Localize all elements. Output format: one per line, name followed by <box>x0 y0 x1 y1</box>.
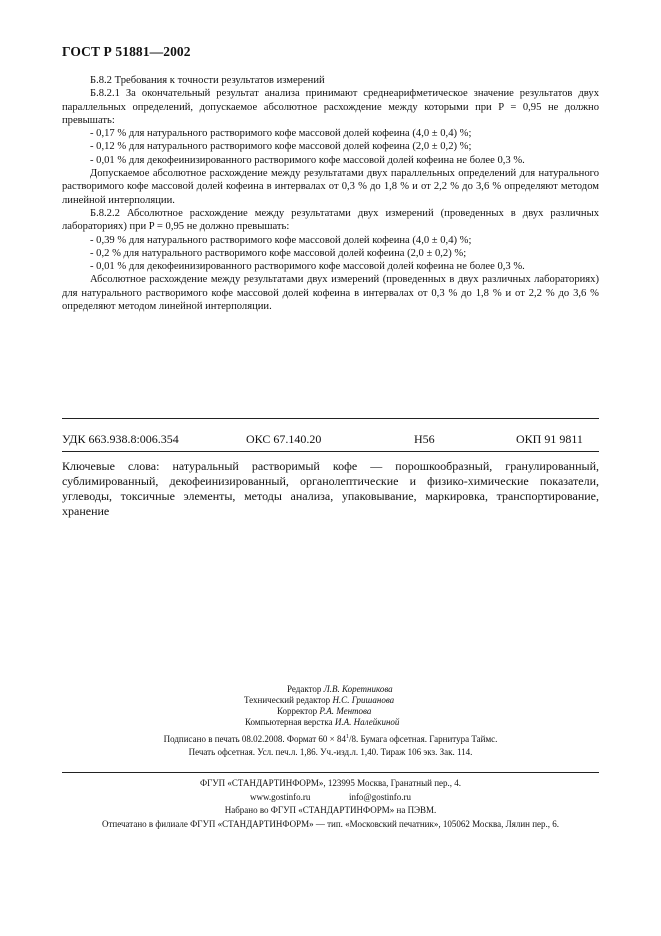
credit-name: Л.В. Коретникова <box>323 684 393 694</box>
publisher-address: ФГУП «СТАНДАРТИНФОРМ», 123995 Москва, Гранатный пер., 4. <box>199 778 462 788</box>
oks-code: ОКС 67.140.20 <box>246 432 322 446</box>
paragraph-interpolation-2: Абсолютное расхождение между результатами двух измерений (проведенных в двух различных лабораториях) для натурального растворимого кофе массовой долей кофеина в интервалах от 0,3 % до 1,8 % и от 2,2 % до 3,6 % определяют методом линейной интерполяции. <box>62 274 599 313</box>
classification-row <box>62 432 599 446</box>
list2-item: - 0,01 % для декофеинизированного растворимого кофе массовой долей кофеина не более 0,3 %. <box>90 261 525 273</box>
divider-middle <box>62 451 599 452</box>
udc-code: УДК 663.938.8:006.354 <box>62 432 179 446</box>
print-info-line1: Подписано в печать 08.02.2008. Формат $60 \times 84^1/8$. Бумага офсетная. Гарнитура Таймс. <box>163 734 498 744</box>
credit-layout <box>245 716 399 729</box>
credit-role: Корректор <box>277 706 320 716</box>
publisher-website: www.gostinfo.ru <box>250 791 311 802</box>
credit-name: Н.С. Гришанова <box>332 695 395 705</box>
divider-top <box>62 418 599 419</box>
section-title: Б.8.2 Требования к точности результатов измерений <box>90 75 325 86</box>
section-b82 <box>62 74 599 313</box>
credit-name: И.А. Налейкиной <box>334 717 400 727</box>
publisher-contacts <box>62 791 599 805</box>
list1-item: - 0,12 % для натурального растворимого кофе массовой долей кофеина (2,0 ± 0,2) %; <box>90 141 472 153</box>
credit-role: Компьютерная верстка <box>245 717 335 727</box>
paragraph-interpolation-1: Допускаемое абсолютное расхождение между результатами двух параллельных определений для натурального растворимого кофе массовой долей кофеина в интервалах от 0,3 % до 1,8 % и от 2,2 % до 3,6 % определяют методом линейной интерполяции. <box>62 168 599 206</box>
print-info-line2: Печать офсетная. Усл. печ.л. 1,86. Уч.-изд.л. 1,40. Тираж 106 экз. Зак. 114. <box>188 747 473 757</box>
list2-item: - 0,39 % для натурального растворимого кофе массовой долей кофеина (4,0 ± 0,4) %; <box>90 234 472 246</box>
publisher-block <box>62 777 599 831</box>
credit-name: Р.А. Ментова <box>319 706 372 716</box>
paragraph-b821: Б.8.2.1 За окончательный результат анализа принимают среднеарифметическое значение результатов двух параллельных определений, допускаемое абсолютное расхождение между которыми при P = 0,95 не должно превышать: <box>62 88 599 126</box>
credit-role: Технический редактор <box>244 695 333 705</box>
list1-item: - 0,17 % для натурального растворимого кофе массовой долей кофеина (4,0 ± 0,4) %; <box>90 128 472 140</box>
print-info <box>62 733 599 759</box>
publisher-typeset: Набрано во ФГУП «СТАНДАРТИНФОРМ» на ПЭВМ. <box>224 805 437 815</box>
credit-role: Редактор <box>287 684 324 694</box>
page-header-standard: ГОСТ Р 51881—2002 <box>62 44 191 59</box>
keywords: Ключевые слова: натуральный растворимый кофе — порошкообразный, гранулированный, сублимированный, декофеинизированный, органолептические и физико-химические показатели, углеводы, токсичные элементы, методы анализа, упаковывание, маркировка, транспортирование, хранение <box>62 459 599 518</box>
publisher-email: info@gostinfo.ru <box>348 791 411 802</box>
list2-item: - 0,2 % для натурального растворимого кофе массовой долей кофеина (2,0 ± 0,2) %; <box>90 247 467 259</box>
divider-bottom <box>62 772 599 773</box>
publisher-printed: Отпечатано в филиале ФГУП «СТАНДАРТИНФОРМ» — тип. «Московский печатник», 105062 Москва, Лялин пер., 6. <box>101 818 560 829</box>
group-code: Н56 <box>414 432 435 446</box>
list1-item: - 0,01 % для декофеинизированного растворимого кофе массовой долей кофеина не более 0,3 %. <box>90 154 525 166</box>
paragraph-b822: Б.8.2.2 Абсолютное расхождение между результатами двух измерений (проведенных в двух различных лабораториях) при P = 0,95 не должно превышать: <box>62 207 599 233</box>
okp-code: ОКП 91 9811 <box>516 432 583 446</box>
